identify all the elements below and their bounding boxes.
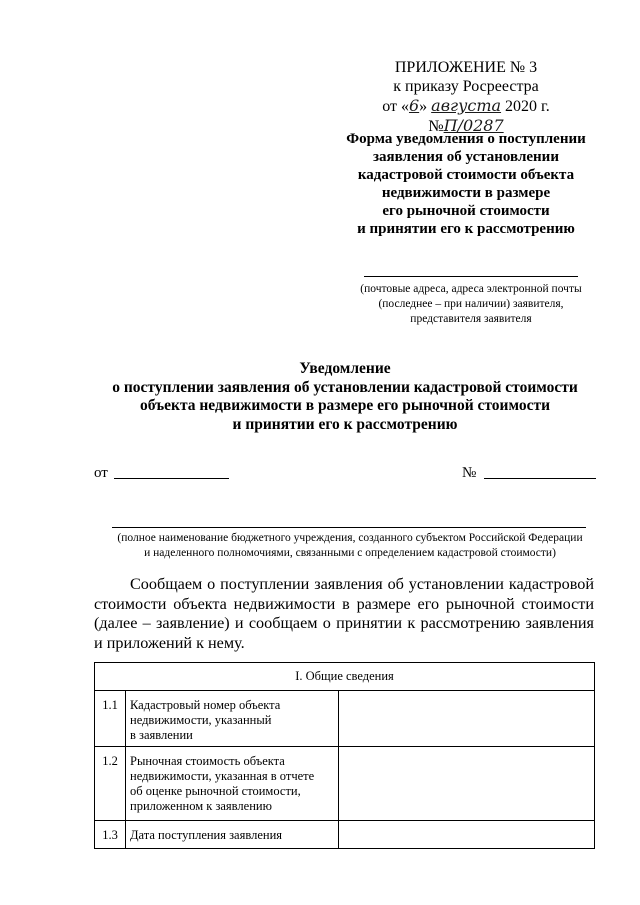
row-number: 1.2 xyxy=(95,747,126,821)
notice-title-line: объекта недвижимости в размере его рыночной стоимости xyxy=(139,397,551,414)
address-caption xyxy=(350,282,592,327)
row-value-receipt-date[interactable] xyxy=(339,821,595,849)
address-caption-line: (последнее – при наличии) заявителя, xyxy=(378,298,564,310)
number-blank[interactable] xyxy=(484,464,596,479)
section-title: I. Общие сведения xyxy=(95,663,595,691)
form-title-line: кадастровой стоимости объекта xyxy=(357,167,575,183)
notice-title-line: и принятии его к рассмотрению xyxy=(232,415,458,433)
handwritten-order-number: П/0287 xyxy=(443,116,504,135)
address-blank-line[interactable] xyxy=(364,276,578,277)
general-info-table xyxy=(94,662,595,849)
notice-title-line: Уведомление xyxy=(299,360,391,377)
row-label xyxy=(126,747,339,821)
organization-caption-line: и наделенного полномочиями, связанными с определением кадастровой стоимости) xyxy=(144,547,556,559)
handwritten-day: 6 xyxy=(408,96,420,115)
appendix-header xyxy=(346,58,586,136)
row-number: 1.1 xyxy=(95,691,126,747)
date-prefix: от « xyxy=(382,98,409,115)
row-label-line: приложенном к заявлению xyxy=(130,799,272,813)
row-label-line: Рыночная стоимость объекта xyxy=(130,754,285,768)
from-date-blank[interactable] xyxy=(114,464,229,479)
row-label-line: Кадастровый номер объекта xyxy=(130,698,281,712)
notice-title xyxy=(60,360,630,434)
handwritten-month: августа xyxy=(431,96,502,115)
from-label: от xyxy=(94,465,108,481)
notice-title-line: о поступлении заявления об установлении кадастровой стоимости xyxy=(112,378,578,396)
appendix-subtitle: к приказу Росреестра xyxy=(393,78,539,95)
number-label: № xyxy=(462,465,477,481)
organization-blank-line[interactable] xyxy=(112,527,586,528)
form-title-line: Форма уведомления о поступлении xyxy=(346,131,586,147)
number-field xyxy=(462,464,596,482)
row-label-line: в заявлении xyxy=(130,728,193,742)
row-label-line: недвижимости, указанный xyxy=(130,713,272,727)
form-title-line: заявления об установлении xyxy=(373,149,559,165)
organization-caption xyxy=(94,531,606,561)
row-value-market-value[interactable] xyxy=(339,747,595,821)
address-caption-line: (почтовые адреса, адреса электронной почты xyxy=(360,283,582,295)
form-title-line: и принятии его к рассмотрению xyxy=(357,221,575,237)
date-mid: » xyxy=(419,98,432,115)
row-label xyxy=(126,691,339,747)
address-caption-line: представителя заявителя xyxy=(410,313,532,325)
table-row xyxy=(95,747,595,821)
date-year: 2020 г. № xyxy=(428,98,550,135)
row-number: 1.3 xyxy=(95,821,126,849)
form-title-line: недвижимости в размере xyxy=(381,185,551,201)
appendix-title: ПРИЛОЖЕНИЕ № 3 xyxy=(394,59,538,76)
body-paragraph: Сообщаем о поступлении заявления об установлении кадастровой стоимости объекта недвижимости в размере его рыночной стоимости (далее – заявление) и сообщаем о принятии к рассмотрению заявления и приложений к нему. xyxy=(94,575,594,652)
row-label-line: об оценке рыночной стоимости, xyxy=(130,784,301,798)
row-label-line: недвижимости, указанная в отчете xyxy=(130,769,315,783)
row-label-line: Дата поступления заявления xyxy=(130,828,283,842)
form-title-line: его рыночной стоимости xyxy=(382,203,550,219)
organization-caption-line: (полное наименование бюджетного учреждения, созданного субъектом Российской Федерации xyxy=(117,532,583,544)
table-section-header-row xyxy=(95,663,595,691)
from-date-field xyxy=(94,464,229,482)
row-value-cadastral-number[interactable] xyxy=(339,691,595,747)
form-title xyxy=(346,130,586,238)
table-row xyxy=(95,691,595,747)
table-row xyxy=(95,821,595,849)
row-label xyxy=(126,821,339,849)
